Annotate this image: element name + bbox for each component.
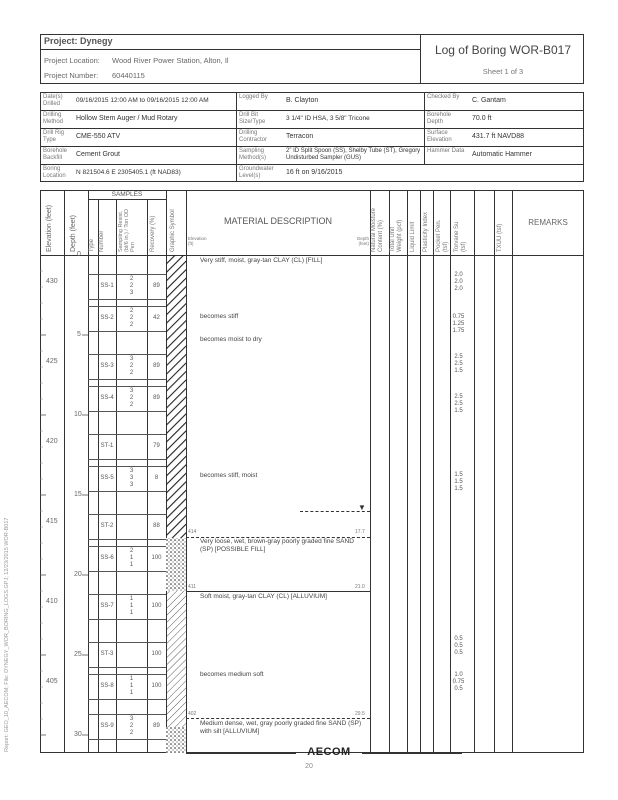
info-value: CME-550 ATV xyxy=(76,133,121,140)
pocket-pen-value: 1.75 xyxy=(452,328,465,334)
info-value: 16 ft on 9/16/2015 xyxy=(286,169,343,176)
depth-tick: 20 xyxy=(74,571,82,578)
pocket-pen-value: 2.0 xyxy=(454,279,463,285)
resistance-column-header: Sampling Resist. (bl/6 in.) / Ton OD Pen xyxy=(118,209,136,252)
type-column-header: Type xyxy=(89,238,95,252)
material-description: Very stiff, moist, gray-tan CLAY (CL) [FILL] xyxy=(200,257,323,264)
graphic-log xyxy=(166,255,186,753)
pocket-pen-column-header: Pocket Pen. (tsf) xyxy=(436,219,449,252)
layer-depth: 17.7 xyxy=(355,529,365,535)
elevation-tick: 415 xyxy=(46,518,58,525)
material-description-header: MATERIAL DESCRIPTION xyxy=(223,216,332,226)
graphic-column-header: Graphic Symbol xyxy=(170,209,176,252)
plasticity-column-header: Plasticity Index xyxy=(423,211,429,252)
remarks-header: REMARKS xyxy=(528,218,568,227)
pocket-pen-value: 1.25 xyxy=(452,321,465,327)
recovery-value: 100 xyxy=(151,683,162,689)
elev-subheader: Elevation (ft) xyxy=(188,236,207,246)
info-value: Hollow Stem Auger / Mud Rotary xyxy=(76,115,178,122)
blow-count: 3 xyxy=(129,716,134,722)
depth-tick: 30 xyxy=(74,731,82,738)
blow-count: 2 xyxy=(129,315,134,321)
blow-count: 2 xyxy=(129,276,134,282)
info-label: Boring Location xyxy=(43,166,66,179)
recovery-value: 89 xyxy=(153,723,160,729)
boring-log-title: Log of Boring WOR-B017 xyxy=(434,43,572,57)
info-label: Drill Bit Size/Type xyxy=(239,112,266,125)
blow-count: 1 xyxy=(129,690,134,696)
sheet-number: Sheet 1 of 3 xyxy=(482,67,524,76)
layer-depth: 29.5 xyxy=(355,711,365,717)
sample-id: SS-8 xyxy=(100,683,114,689)
info-label: Surface Elevation xyxy=(427,130,452,143)
blow-count: 3 xyxy=(129,290,134,296)
elevation-tick: 430 xyxy=(46,278,58,285)
info-value: B. Clayton xyxy=(286,97,319,104)
blow-count: 2 xyxy=(129,370,134,376)
pocket-pen-value: 2.5 xyxy=(454,394,463,400)
page-number: 20 xyxy=(305,763,313,770)
pocket-pen-value: 0.5 xyxy=(454,643,463,649)
info-label: Checked By xyxy=(427,94,460,100)
info-label: Groundwater Level(s) xyxy=(239,166,274,179)
aecom-logo: AECOM xyxy=(307,746,351,758)
material-description: Very loose, wet, brown-gray poorly graded fine SAND (SP) [POSSIBLE FILL] xyxy=(200,538,354,553)
blow-count: 3 xyxy=(129,356,134,362)
blow-count: 1 xyxy=(129,596,134,602)
blow-count: 1 xyxy=(129,555,134,561)
sample-id: ST-2 xyxy=(100,523,114,529)
depth-tick: 15 xyxy=(74,491,82,498)
info-label: Sampling Method(s) xyxy=(239,148,267,161)
blow-count: 2 xyxy=(129,363,134,369)
pocket-pen-value: 1.5 xyxy=(454,479,463,485)
depth-subheader: Depth (feet) xyxy=(356,236,369,246)
layer-elevation: 402 xyxy=(188,711,197,717)
info-value: 70.0 ft xyxy=(472,115,492,122)
blow-count: 2 xyxy=(129,322,134,328)
layer-elevation: 411 xyxy=(188,584,196,590)
pocket-pen-value: 1.0 xyxy=(454,672,463,678)
pocket-pen-value: 1.5 xyxy=(454,472,463,478)
side-file-text: Report: GEO_10_AECOM; File: DYNEGY_WOR_BORING_LOGS.GPJ; 12/23/2015 WOR-B017 xyxy=(4,517,10,752)
pocket-pen-value: 0.75 xyxy=(452,314,465,320)
recovery-value: 89 xyxy=(153,363,160,369)
sample-id: SS-5 xyxy=(100,475,114,481)
recovery-value: 100 xyxy=(151,651,162,657)
elevation-tick: 410 xyxy=(46,598,58,605)
pocket-pen-value: 0.5 xyxy=(454,636,463,642)
pocket-pen-value: 0.75 xyxy=(452,679,465,685)
info-label: Drilling Method xyxy=(43,112,64,125)
info-value: C. Gantam xyxy=(472,97,506,104)
sample-id: SS-1 xyxy=(100,283,114,289)
info-value: Automatic Hammer xyxy=(472,151,532,158)
info-label: Borehole Backfill xyxy=(43,148,68,161)
blow-count: 1 xyxy=(129,603,134,609)
info-label: Drilling Contractor xyxy=(239,130,268,143)
project-location-value: Wood River Power Station, Alton, Il xyxy=(112,56,229,65)
blow-count: 2 xyxy=(129,402,134,408)
recovery-column-header: Recovery (%) xyxy=(150,215,156,252)
blow-count: 2 xyxy=(129,395,134,401)
blow-count: 2 xyxy=(129,308,134,314)
elevation-tick: 425 xyxy=(46,358,58,365)
info-label: Borehole Depth xyxy=(427,112,452,125)
unit-weight-column-header: Total Unit Weight (pcf) xyxy=(390,219,403,252)
project-location-label: Project Location: xyxy=(44,56,100,65)
project-number-label: Project Number: xyxy=(44,71,99,80)
layer-boundary xyxy=(186,718,370,719)
material-description: becomes stiff xyxy=(200,313,239,320)
alluvium-clay-pattern xyxy=(166,591,186,727)
info-label: Drill Rig Type xyxy=(43,130,64,143)
blow-count: 2 xyxy=(129,283,134,289)
info-label: Date(s) Drilled xyxy=(43,94,63,107)
pocket-pen-value: 1.5 xyxy=(454,408,463,414)
sample-id: SS-3 xyxy=(100,363,114,369)
info-value: 2" ID Split Spoon (SS), Shelby Tube (ST), Gregory Undisturbed Sampler (GUS) xyxy=(286,148,421,161)
fill-sand-pattern xyxy=(166,538,186,591)
project-number-value: 60440115 xyxy=(112,71,145,80)
fill-clay-pattern xyxy=(166,255,186,538)
sample-id: SS-4 xyxy=(100,395,114,401)
blow-count: 2 xyxy=(129,730,134,736)
info-value: 3 1/4" ID HSA, 3 5/8" Tricone xyxy=(286,115,370,122)
pocket-pen-value: 2.0 xyxy=(454,286,463,292)
depth-column-header: Depth (feet) xyxy=(70,215,77,252)
number-column-header: Number xyxy=(99,230,105,252)
blow-count: 1 xyxy=(129,562,134,568)
info-value: 09/16/2015 12:00 AM to 09/16/2015 12:00 AM xyxy=(76,97,209,104)
sample-id: ST-1 xyxy=(100,443,114,449)
pocket-pen-value: 1.5 xyxy=(454,486,463,492)
depth-tick: 10 xyxy=(74,411,82,418)
elevation-tick: 405 xyxy=(46,678,58,685)
sample-id: SS-6 xyxy=(100,555,114,561)
recovery-value: 100 xyxy=(151,555,162,561)
pocket-pen-value: 0.5 xyxy=(454,686,463,692)
pocket-pen-value: 2.0 xyxy=(454,272,463,278)
depth-tick: 0 xyxy=(77,251,81,258)
layer-boundary xyxy=(186,591,370,592)
sample-id: ST-3 xyxy=(100,651,114,657)
layer-elevation: 414 xyxy=(188,529,197,535)
groundwater-symbol: ▼ xyxy=(358,503,366,512)
tick-marks xyxy=(40,255,88,753)
material-description: Soft moist, gray-tan CLAY (CL) [ALLUVIUM] xyxy=(200,593,327,600)
material-description: becomes stiff, moist xyxy=(200,472,258,479)
blow-count: 3 xyxy=(129,468,134,474)
txuu-column-header: TXUU (tsf) xyxy=(497,223,503,252)
pocket-pen-value: 2.5 xyxy=(454,354,463,360)
recovery-value: 88 xyxy=(153,523,160,529)
info-value: N 821504.6 E 2305405.1 (ft NAD83) xyxy=(76,169,181,176)
info-label: Hammer Data xyxy=(427,148,465,154)
sample-id: SS-9 xyxy=(100,723,114,729)
blow-count: 1 xyxy=(129,610,134,616)
blow-count: 2 xyxy=(129,723,134,729)
info-value: Terracon xyxy=(286,133,314,140)
sample-id: SS-7 xyxy=(100,603,114,609)
samples-header: SAMPLES xyxy=(111,191,143,198)
pocket-pen-value: 0.5 xyxy=(454,650,463,656)
material-description: becomes medium soft xyxy=(200,671,264,678)
blow-count: 3 xyxy=(129,388,134,394)
moisture-column-header: Natural Moisture Content (%) xyxy=(371,207,384,252)
depth-tick: 5 xyxy=(77,331,81,338)
pocket-pen-value: 2.5 xyxy=(454,401,463,407)
recovery-value: 42 xyxy=(153,315,160,321)
blow-count: 3 xyxy=(129,482,134,488)
recovery-value: 8 xyxy=(154,475,159,481)
recovery-value: 100 xyxy=(151,603,162,609)
torvane-column-header: Torvane Su (tsf) xyxy=(454,221,467,252)
sample-id: SS-2 xyxy=(100,315,114,321)
recovery-value: 89 xyxy=(153,283,160,289)
info-label: Logged By xyxy=(239,94,268,100)
depth-tick: 25 xyxy=(74,651,82,658)
blow-count: 1 xyxy=(129,676,134,682)
project-title: Project: Dynegy xyxy=(44,36,113,46)
elevation-column-header: Elevation (feet) xyxy=(46,204,53,252)
alluvium-sand-pattern xyxy=(166,727,186,753)
material-description: Medium dense, wet, gray poorly graded fine SAND (SP) with silt [ALLUVIUM] xyxy=(200,720,362,735)
recovery-value: 89 xyxy=(153,395,160,401)
pocket-pen-value: 1.5 xyxy=(454,368,463,374)
blow-count: 1 xyxy=(129,683,134,689)
material-description: becomes moist to dry xyxy=(200,336,262,343)
elevation-tick: 420 xyxy=(46,438,58,445)
info-value: 431.7 ft NAVD88 xyxy=(472,133,525,140)
blow-count: 2 xyxy=(129,548,134,554)
recovery-value: 79 xyxy=(153,443,160,449)
liquid-limit-column-header: Liquid Limit xyxy=(410,221,416,252)
layer-depth: 21.0 xyxy=(355,584,365,590)
blow-count: 3 xyxy=(129,475,134,481)
pocket-pen-value: 2.5 xyxy=(454,361,463,367)
info-value: Cement Grout xyxy=(76,151,120,158)
